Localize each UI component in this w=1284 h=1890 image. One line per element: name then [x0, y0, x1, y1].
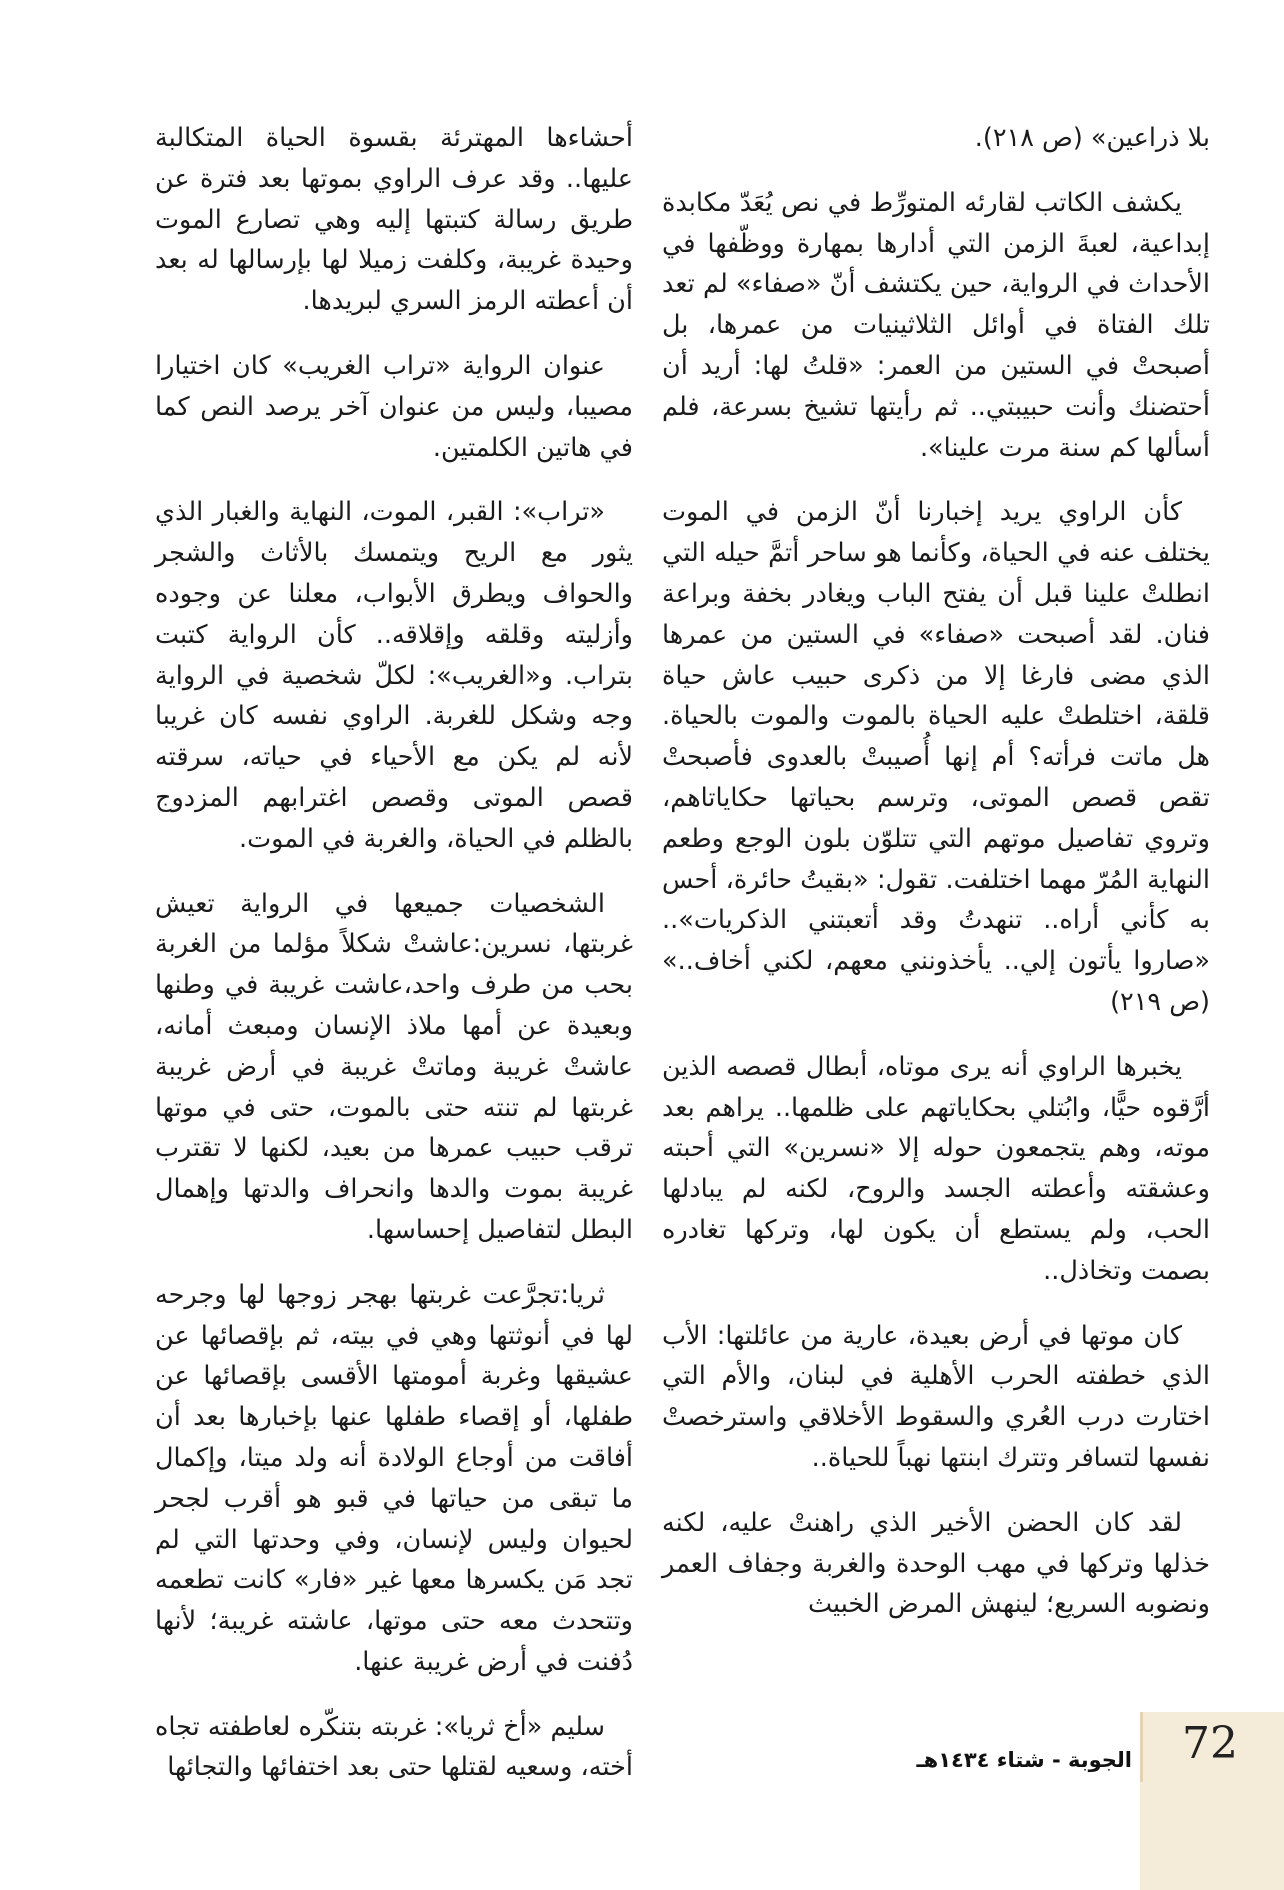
paragraph: يخبرها الراوي أنه يرى موتاه، أبطال قصصه الذين أرَّقوه حيًّا، وابُتلي بحكاياتهم على ظلمها.. يراهم بعد موته، وهم يتجمعون حوله إلا «نسرين» التي أحبته وعشقته وأعطته الجسد والروح، لكنه لم يبادلها الحب، ولم يستطع أن يكون لها، وتركها تغادره بصمت وتخاذل..: [662, 1051, 1210, 1286]
page-number: 72: [1182, 1718, 1238, 1769]
footer-divider: [1140, 1712, 1143, 1782]
paragraph: سليم «أخ ثريا»: غربته بتنكّره لعاطفته تجاه أخته، وسعيه لقتلها حتى بعد اختفائها والتجائها: [155, 1711, 633, 1783]
journal-issue-title: الجوبة - شتاء ١٤٣٤هـ: [916, 1748, 1132, 1772]
paragraph: «تراب»: القبر، الموت، النهاية والغبار الذي يثور مع الريح ويتمسك بالأثاث والشجر والحواف ويطرق الأبواب، معلنا عن وجوده وأزليته وقلقه وإقلاقه.. كأن الرواية كتبت بتراب. و«الغريب»: لكلّ شخصية في الرواية وجه وشكل للغربة. الراوي نفسه كان غريبا لأنه لم يكن مع الأحياء في حياته، سرقته قصص الموتى وقصص اغترابهم المزدوج بالظلم في الحياة، والغربة في الموت.: [155, 497, 633, 854]
paragraph: كأن الراوي يريد إخبارنا أنّ الزمن في الموت يختلف عنه في الحياة، وكأنما هو ساحر أتمَّ حيله التي انطلتْ علينا قبل أن يفتح الباب ويغادر بخفة وبراعة فنان. لقد أصبحت «صفاء» في الستين من عمرها الذي مضى فارغا إلا من ذكرى حبيب عاش حياة قلقة، اختلطتْ عليه الحياة بالموت والموت بالحياة. هل ماتت فرأته؟ أم إنها أُصيبتْ بالعدوى فأصبحتْ تقص قصص الموتى، وترسم بحياتها حكاياتاهم، وتروي تفاصيل موتهم التي تتلوّن بلون الوجع وطعم النهاية المُرّ مهما اختلفت. تقول: «بقيتُ حائرة، أحس به كأني أراه.. تنهدتُ وقد أتعبتني الذكريات».. «صاروا يأتون إلي.. يأخذونني معهم، لكني أخاف..» (ص ٢١٩): [662, 497, 1210, 1017]
paragraph: ثريا:تجرَّعت غربتها بهجر زوجها لها وجرحه لها في أنوثتها وهي في بيته، ثم بإقصائها عن عشيقها وغربة أمومتها الأقسى بإقصائها عن طفلها، أو إقصاء طفلها عنها بإخبارها بعد أن أفاقت من أوجاع الولادة أنه ولد ميتا، وإكمال ما تبقى من حياتها في قبو هو أقرب لجحر لحيوان وليس لإنسان، وفي وحدتها التي لم تجد مَن يكسرها معها غير «فار» كانت تطعمه وتتحدث معه حتى موتها، عاشته غريبة؛ لأنها دُفنت في أرض غريبة عنها.: [155, 1279, 633, 1677]
paragraph: كان موتها في أرض بعيدة، عارية من عائلتها: الأب الذي خطفته الحرب الأهلية في لبنان، والأم التي اختارت درب العُري والسقوط الأخلاقي واسترخصتْ نفسها لتسافر وتترك ابنتها نهباً للحياة..: [662, 1320, 1210, 1473]
paragraph: بلا ذراعين» (ص ٢١٨).: [974, 123, 1210, 153]
paragraph: أحشاءها المهترئة بقسوة الحياة المتكالبة عليها.. وقد عرف الراوي بموتها بعد فترة عن طريق رسالة كتبتها إليه وهي تصارع الموت وحيدة غريبة، وكلفت زميلا لها بإرسالها له بعد أن أعطته الرمز السري لبريدها.: [155, 123, 633, 317]
left-text-column: [155, 118, 633, 1812]
right-text-column: [662, 118, 1210, 1649]
paragraph: لقد كان الحضن الأخير الذي راهنتْ عليه، لكنه خذلها وتركها في مهب الوحدة والغربة وجفاف العمر ونضوبه السريع؛ لينهش المرض الخبيث: [662, 1507, 1210, 1620]
paragraph: الشخصيات جميعها في الرواية تعيش غربتها، نسرين:عاشتْ شكلاً مؤلما من الغربة بحب من طرف واحد،عاشت غريبة في وطنها وبعيدة عن أمها ملاذ الإنسان ومبعث أمانه، عاشتْ غريبة وماتتْ غريبة في أرض غريبة غربتها لم تنته حتى بالموت، حتى في موتها ترقب حبيب عمرها من بعيد، لكنها لا تقترب غريبة بموت والدها وانحراف والدتها وإهمال البطل لتفاصيل إحساسها.: [155, 888, 633, 1245]
paragraph: عنوان الرواية «تراب الغريب» كان اختيارا مصيبا، وليس من عنوان آخر يرصد النص كما في هاتين الكلمتين.: [155, 350, 633, 463]
paragraph: يكشف الكاتب لقارئه المتورِّط في نص يُعَدّ مكابدة إبداعية، لعبةَ الزمن التي أدارها بمهارة ووظّفها في الأحداث في الرواية، حين يكتشف أنّ «صفاء» لم تعد تلك الفتاة في أوائل الثلاثينيات من عمرها، بل أصبحتْ في الستين من العمر: «قلتُ لها: أريد أن أحتضنك وأنت حبيبتي.. ثم رأيتها تشيخ بسرعة، فلم أسألها كم سنة مرت علينا».: [662, 187, 1210, 463]
